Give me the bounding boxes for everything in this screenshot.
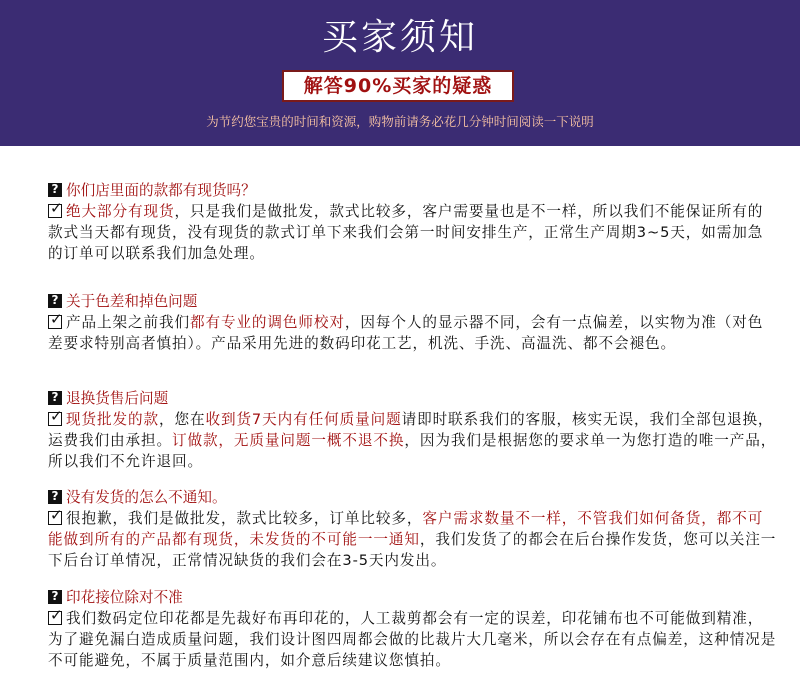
faq-answer: ✓现货批发的款，您在收到货7天内有任何质量问题请即时联系我们的客服，核实无误，我们全部包退换，运费我们由承担。订做款，无质量问题一概不退不换，因为我们是根据您的要求单一为您打造的唯一产品，所以我们不允许退回。	[48, 409, 778, 472]
faq-question: ?没有发货的怎么不通知。	[48, 487, 778, 508]
checkmark-icon	[48, 511, 62, 525]
question-mark-icon	[48, 391, 62, 405]
checkmark-icon	[48, 611, 62, 625]
faq-item	[48, 388, 778, 472]
faq-answer: ✓很抱歉，我们是做批发，款式比较多，订单比较多，客户需求数量不一样，不管我们如何备货，都不可能做到所有的产品都有现货，未发货的不可能一一通知，我们发货了的都会在后台操作发货，您可以关注一下后台订单情况，正常情况缺货的我们会在3-5天内发出。	[48, 508, 778, 571]
question-mark-icon	[48, 183, 62, 197]
question-mark-icon	[48, 590, 62, 604]
faq-question: ?你们店里面的款都有现货吗？	[48, 180, 778, 201]
faq-question: ?印花接位除对不准	[48, 587, 778, 608]
faq-item	[48, 587, 778, 671]
faq-question: ?关于色差和掉色问题	[48, 291, 778, 312]
notice-text: 为节约您宝贵的时间和资源，购物前请务必花几分钟时间阅读一下说明	[206, 114, 594, 129]
faq-item	[48, 487, 778, 571]
question-mark-icon	[48, 490, 62, 504]
checkmark-icon	[48, 204, 62, 218]
faq-answer: ✓绝大部分有现货，只是我们是做批发，款式比较多，客户需要量也是不一样，所以我们不能保证所有的款式当天都有现货，没有现货的款式订单下来我们会第一时间安排生产，正常生产周期3~5天，如需加急的订单可以联系我们加急处理。	[48, 201, 778, 264]
question-mark-icon	[48, 294, 62, 308]
faq-answer: ✓我们数码定位印花都是先裁好布再印花的，人工裁剪都会有一定的误差，印花铺布也不可能做到精准，为了避免漏白造成质量问题，我们设计图四周都会做的比裁片大几毫米，所以会存在有点偏差，这种情况是不可能避免，不属于质量范围内，如介意后续建议您慎拍。	[48, 608, 778, 671]
faq-item	[48, 180, 778, 264]
faq-question: ?退换货售后问题	[48, 388, 778, 409]
faq-item	[48, 291, 778, 354]
faq-answer: ✓产品上架之前我们都有专业的调色师校对，因每个人的显示器不同，会有一点偏差，以实物为准（对色差要求特别高者慎拍）。产品采用先进的数码印花工艺，机洗、手洗、高温洗、都不会褪色。	[48, 312, 778, 354]
subtitle-badge: 解答90%买家的疑惑	[282, 70, 514, 102]
header-banner	[0, 0, 800, 146]
page-title: 买家须知	[321, 17, 478, 58]
checkmark-icon	[48, 315, 62, 329]
checkmark-icon	[48, 412, 62, 426]
